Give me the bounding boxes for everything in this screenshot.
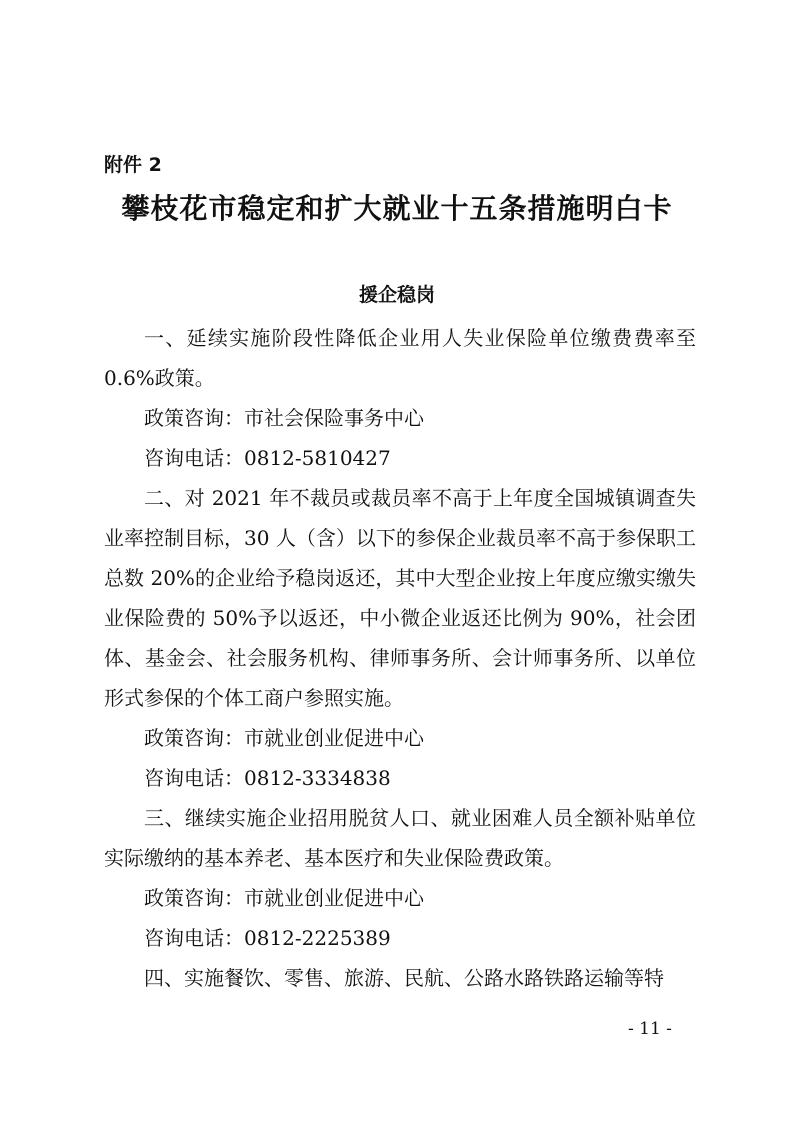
page-number: - 11 -	[628, 1019, 672, 1039]
policy-consult-line: 政策咨询：市就业创业促进中心	[144, 726, 424, 750]
measure-4-text: 四、实施餐饮、零售、旅游、民航、公路水路铁路运输等特	[144, 966, 664, 990]
measure-2-text: 二、对 2021 年不裁员或裁员率不高于上年度全国城镇调查失业率控制目标，30 人（含）以下的参保企业裁员率不高于参保职工总数 20%的企业给予稳岗返还，其中大型企业按上年度应缴实缴失业保险费的 50%予以返还，中小微企业返还比例为 90%，社会团体、基金会、社会服务机构、律师事务所、会计师事务所、以单位形式参保的个体工商户参照实施。	[104, 486, 696, 710]
document-title: 攀枝花市稳定和扩大就业十五条措施明白卡	[121, 192, 673, 225]
measure-3-text: 三、继续实施企业招用脱贫人口、就业困难人员全额补贴单位实际缴纳的基本养老、基本医疗和失业保险费政策。	[104, 806, 696, 870]
section-heading: 援企稳岗	[358, 284, 435, 306]
policy-consult-line: 政策咨询：市就业创业促进中心	[144, 886, 424, 910]
attachment-label: 附件 2	[104, 154, 162, 176]
policy-consult-line: 政策咨询：市社会保险事务中心	[144, 406, 424, 430]
consult-phone-line: 咨询电话：0812-5810427	[144, 446, 391, 470]
consult-phone-line: 咨询电话：0812-3334838	[144, 766, 391, 790]
measure-1-text: 一、延续实施阶段性降低企业用人失业保险单位缴费费率至0.6%政策。	[104, 326, 696, 390]
body-text	[104, 318, 696, 998]
consult-phone-line: 咨询电话：0812-2225389	[144, 926, 391, 950]
